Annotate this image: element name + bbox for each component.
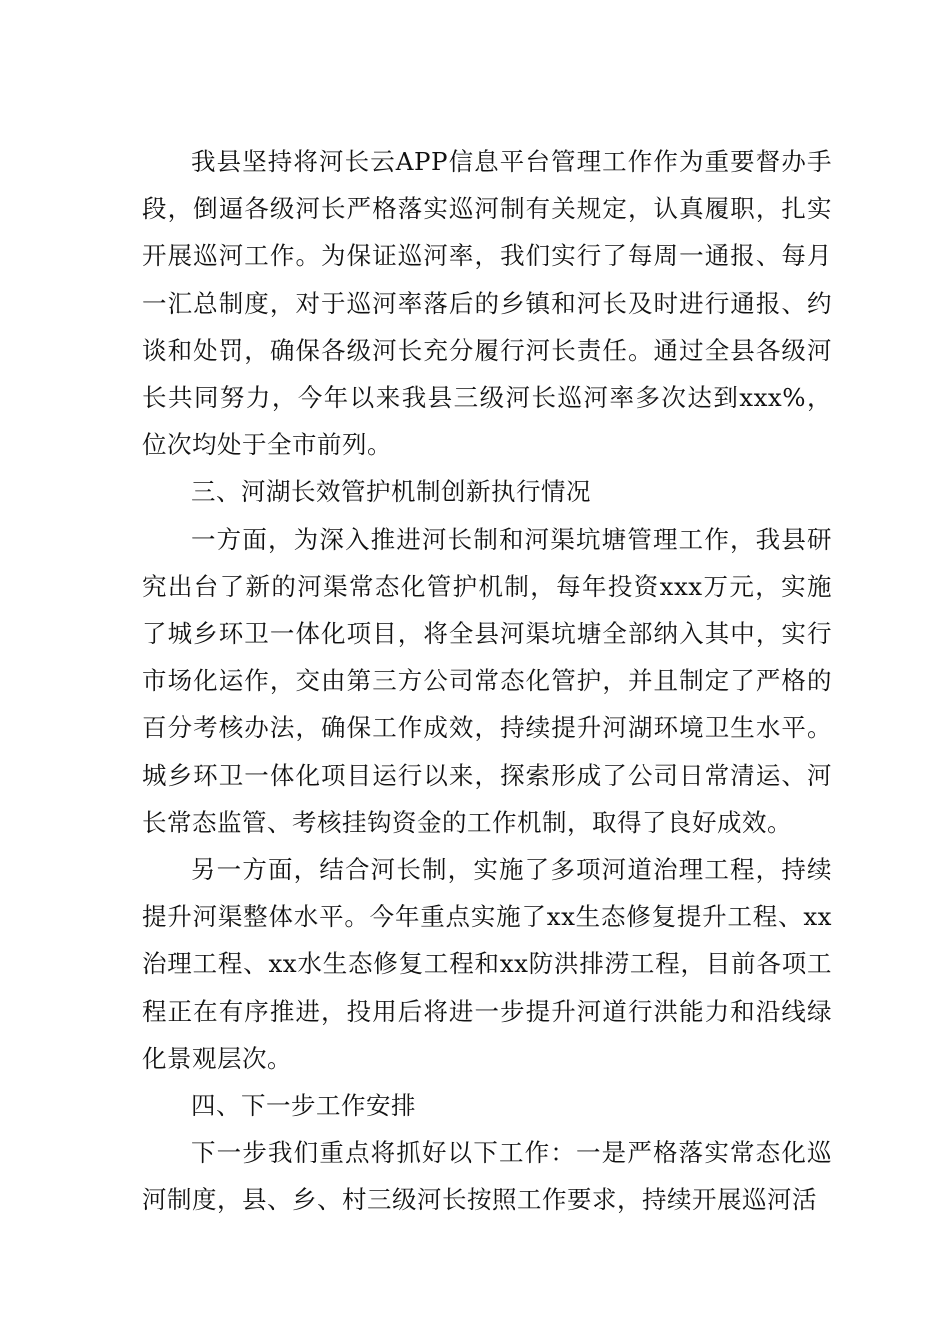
paragraph-river-projects: 另一方面，结合河长制，实施了多项河道治理工程，持续提升河渠整体水平。今年重点实施了xx生态修复提升工程、xx治理工程、xx水生态修复工程和xx防洪排涝工程，目前各项工程正在有序推进，投用后将进一步提升河道行洪能力和沿线绿化景观层次。 xyxy=(142,855,832,1073)
paragraph-patrol-platform: 我县坚持将河长云APP信息平台管理工作作为重要督办手段，倒逼各级河长严格落实巡河制有关规定，认真履职，扎实开展巡河工作。为保证巡河率，我们实行了每周一通报、每月一汇总制度，对于巡河率落后的乡镇和河长及时进行通报、约谈和处罚，确保各级河长充分履行河长责任。通过全县各级河长共同努力，今年以来我县三级河长巡河率多次达到xxx%，位次均处于全市前列。 xyxy=(142,147,832,460)
section-heading-3: 三、河湖长效管护机制创新执行情况 xyxy=(191,477,591,507)
paragraph-next-steps: 下一步我们重点将抓好以下工作：一是严格落实常态化巡河制度，县、乡、村三级河长按照工作要求，持续开展巡河活 xyxy=(142,1138,832,1215)
document-body xyxy=(142,138,832,1224)
paragraph-management-mechanism: 一方面，为深入推进河长制和河渠坑塘管理工作，我县研究出台了新的河渠常态化管护机制，每年投资xxx万元，实施了城乡环卫一体化项目，将全县河渠坑塘全部纳入其中，实行市场化运作，交由第三方公司常态化管护，并且制定了严格的百分考核办法，确保工作成效，持续提升河湖环境卫生水平。城乡环卫一体化项目运行以来，探索形成了公司日常清运、河长常态监管、考核挂钩资金的工作机制，取得了良好成效。 xyxy=(142,524,832,837)
section-heading-4: 四、下一步工作安排 xyxy=(191,1091,416,1121)
